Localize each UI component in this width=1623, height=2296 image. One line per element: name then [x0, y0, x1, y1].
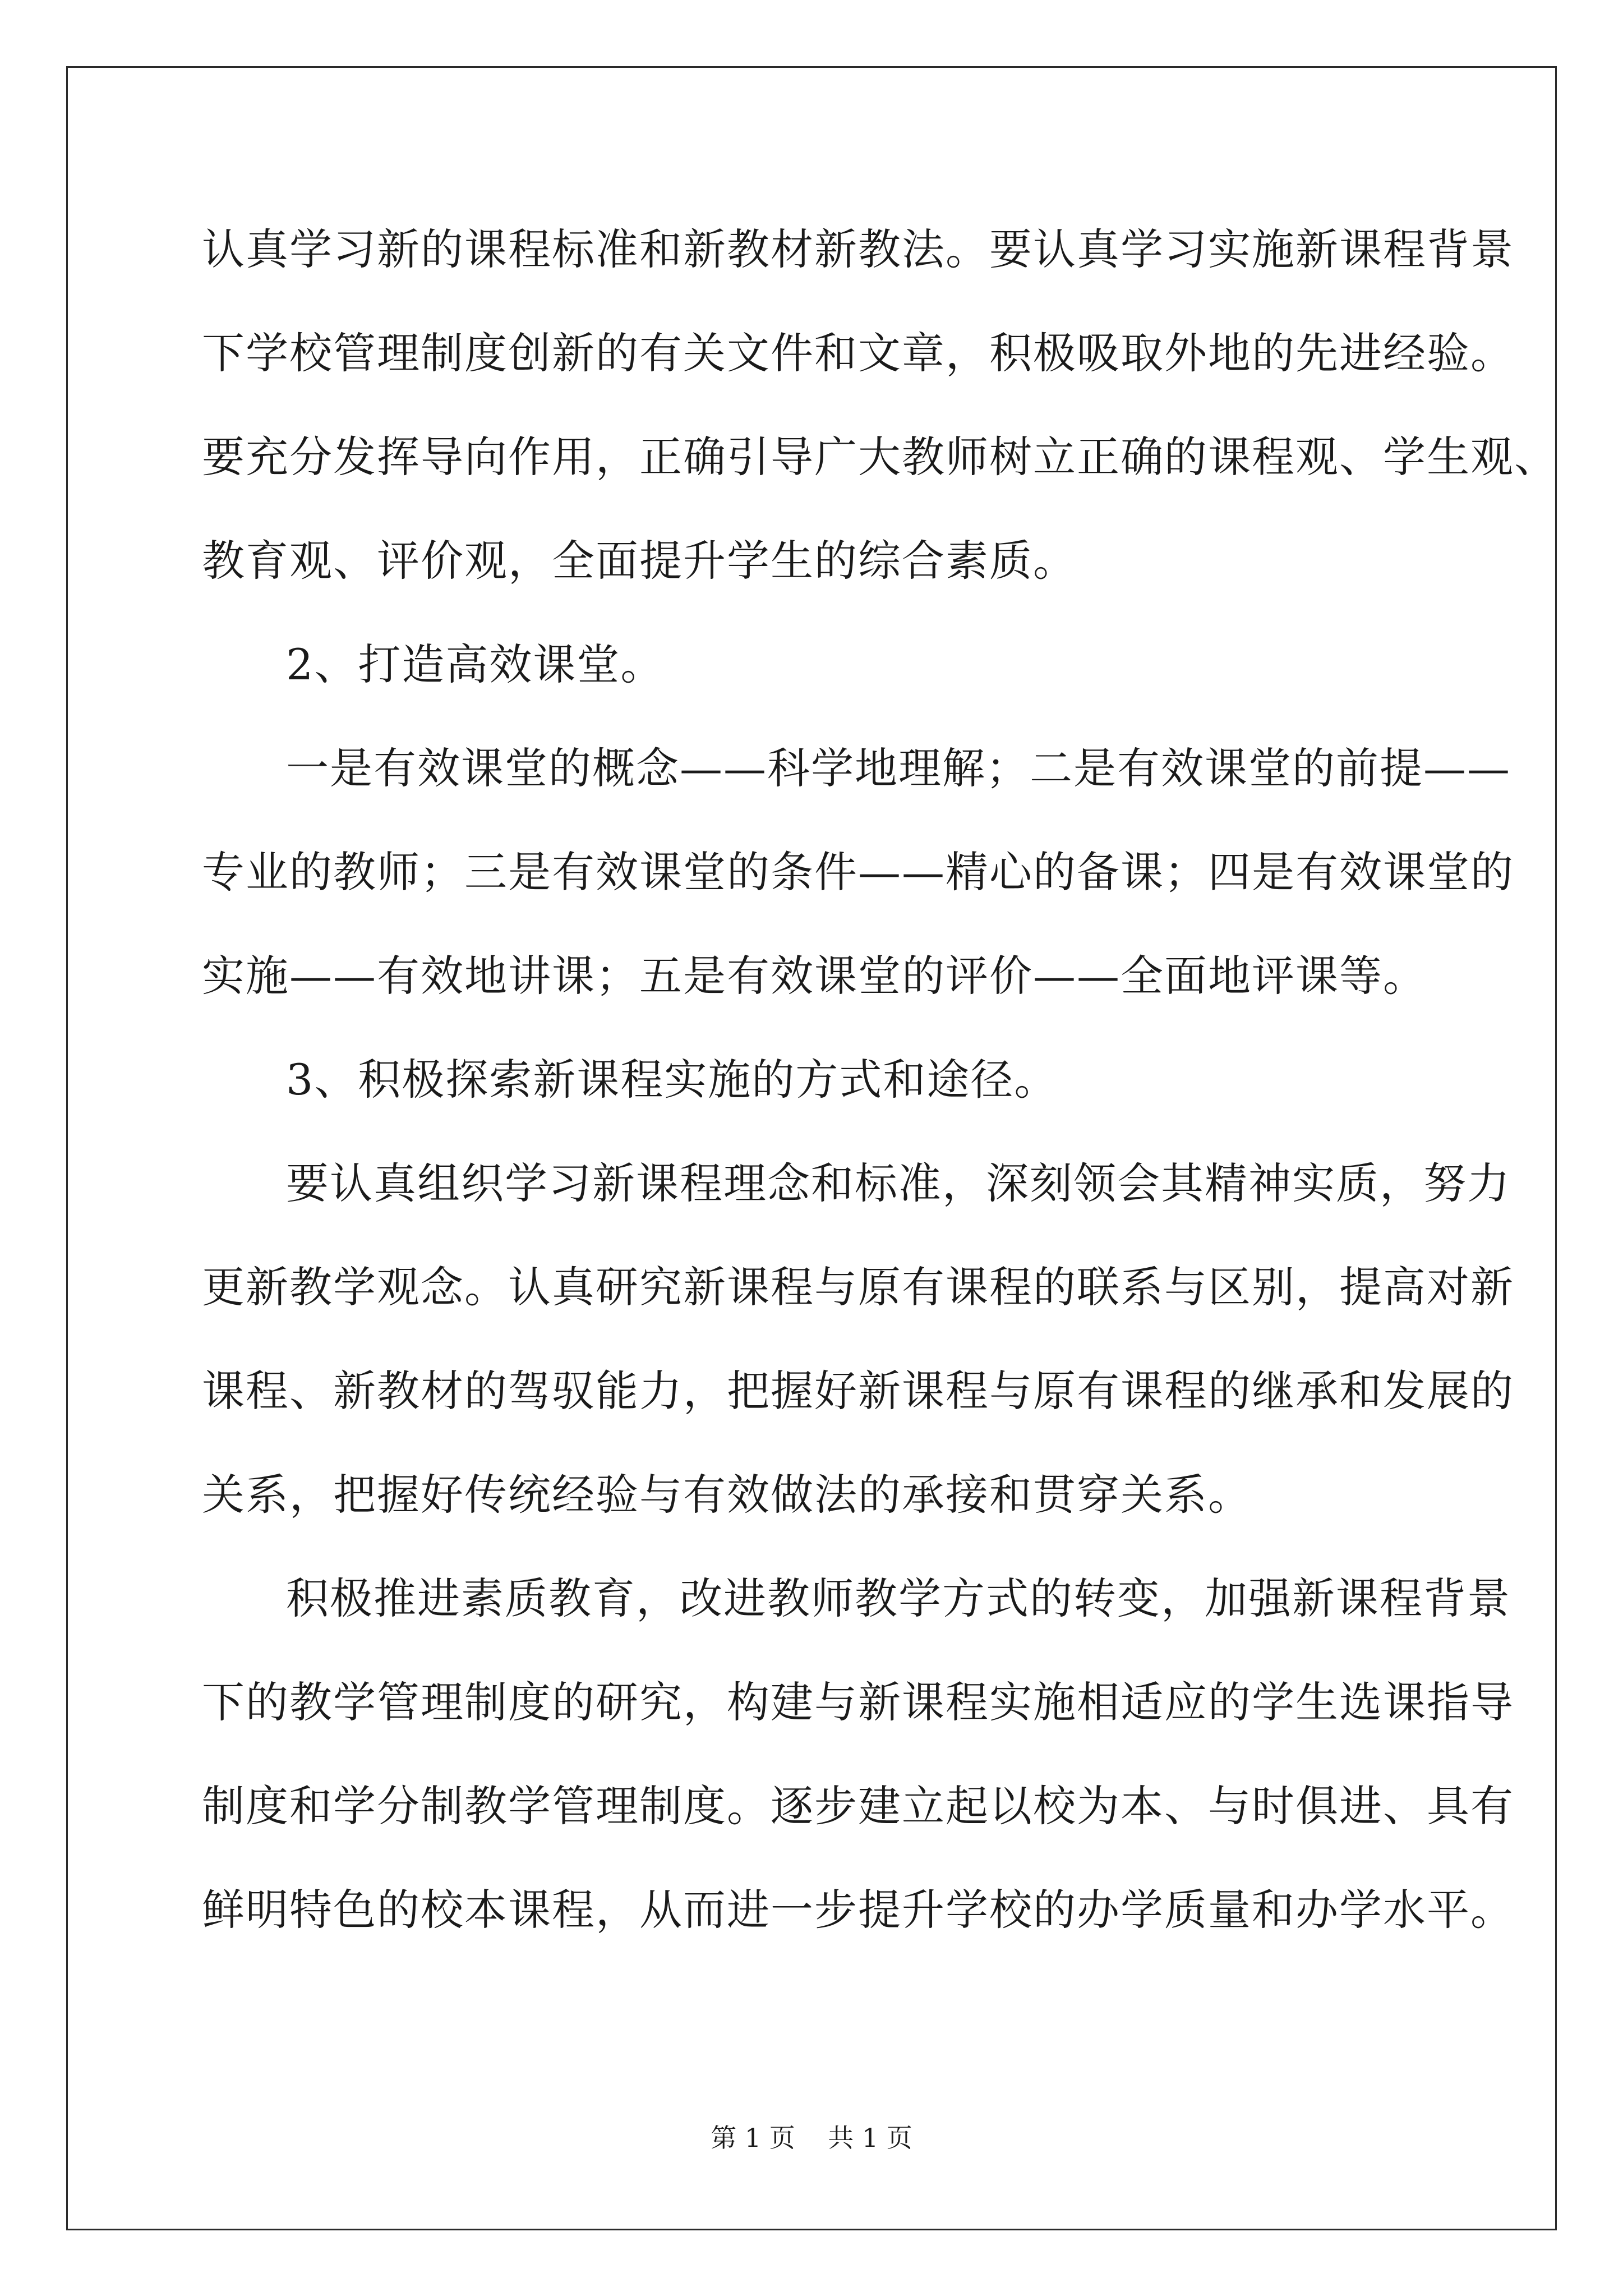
text-line: 下的教学管理制度的研究，构建与新课程实施相适应的学生选课指导	[202, 1677, 1514, 1727]
text-line: 鲜明特色的校本课程，从而进一步提升学校的办学质量和办学水平。	[202, 1885, 1514, 1935]
text-line: 专业的教师；三是有效课堂的条件——精心的备课；四是有效课堂的	[202, 847, 1514, 897]
text-line: 要认真组织学习新课程理念和标准，深刻领会其精神实质，努力	[286, 1158, 1511, 1208]
text-line: 积极推进素质教育，改进教师教学方式的转变，加强新课程背景	[286, 1573, 1511, 1623]
page-footer: 第 1 页 共 1 页	[711, 2123, 912, 2153]
text-line: 课程、新教材的驾驭能力，把握好新课程与原有课程的继承和发展的	[202, 1366, 1514, 1416]
text-line: 认真学习新的课程标准和新教材新教法。要认真学习实施新课程背景	[202, 224, 1514, 274]
text-line: 制度和学分制教学管理制度。逐步建立起以校为本、与时俱进、具有	[202, 1781, 1514, 1831]
text-line: 下学校管理制度创新的有关文件和文章，积极吸取外地的先进经验。	[202, 328, 1514, 378]
text-line: 一是有效课堂的概念——科学地理解；二是有效课堂的前提——	[286, 743, 1511, 793]
text-line: 关系，把握好传统经验与有效做法的承接和贯穿关系。	[202, 1470, 1252, 1520]
text-line: 实施——有效地讲课；五是有效课堂的评价——全面地评课等。	[202, 951, 1427, 1001]
section-heading: 3、积极探索新课程实施的方式和途径。	[286, 1055, 1058, 1105]
text-line: 更新教学观念。认真研究新课程与原有课程的联系与区别，提高对新	[202, 1262, 1514, 1312]
text-line: 教育观、评价观，全面提升学生的综合素质。	[202, 536, 1077, 586]
text-line: 要充分发挥导向作用，正确引导广大教师树立正确的课程观、学生观、	[202, 432, 1558, 482]
section-heading: 2、打造高效课堂。	[286, 639, 665, 689]
